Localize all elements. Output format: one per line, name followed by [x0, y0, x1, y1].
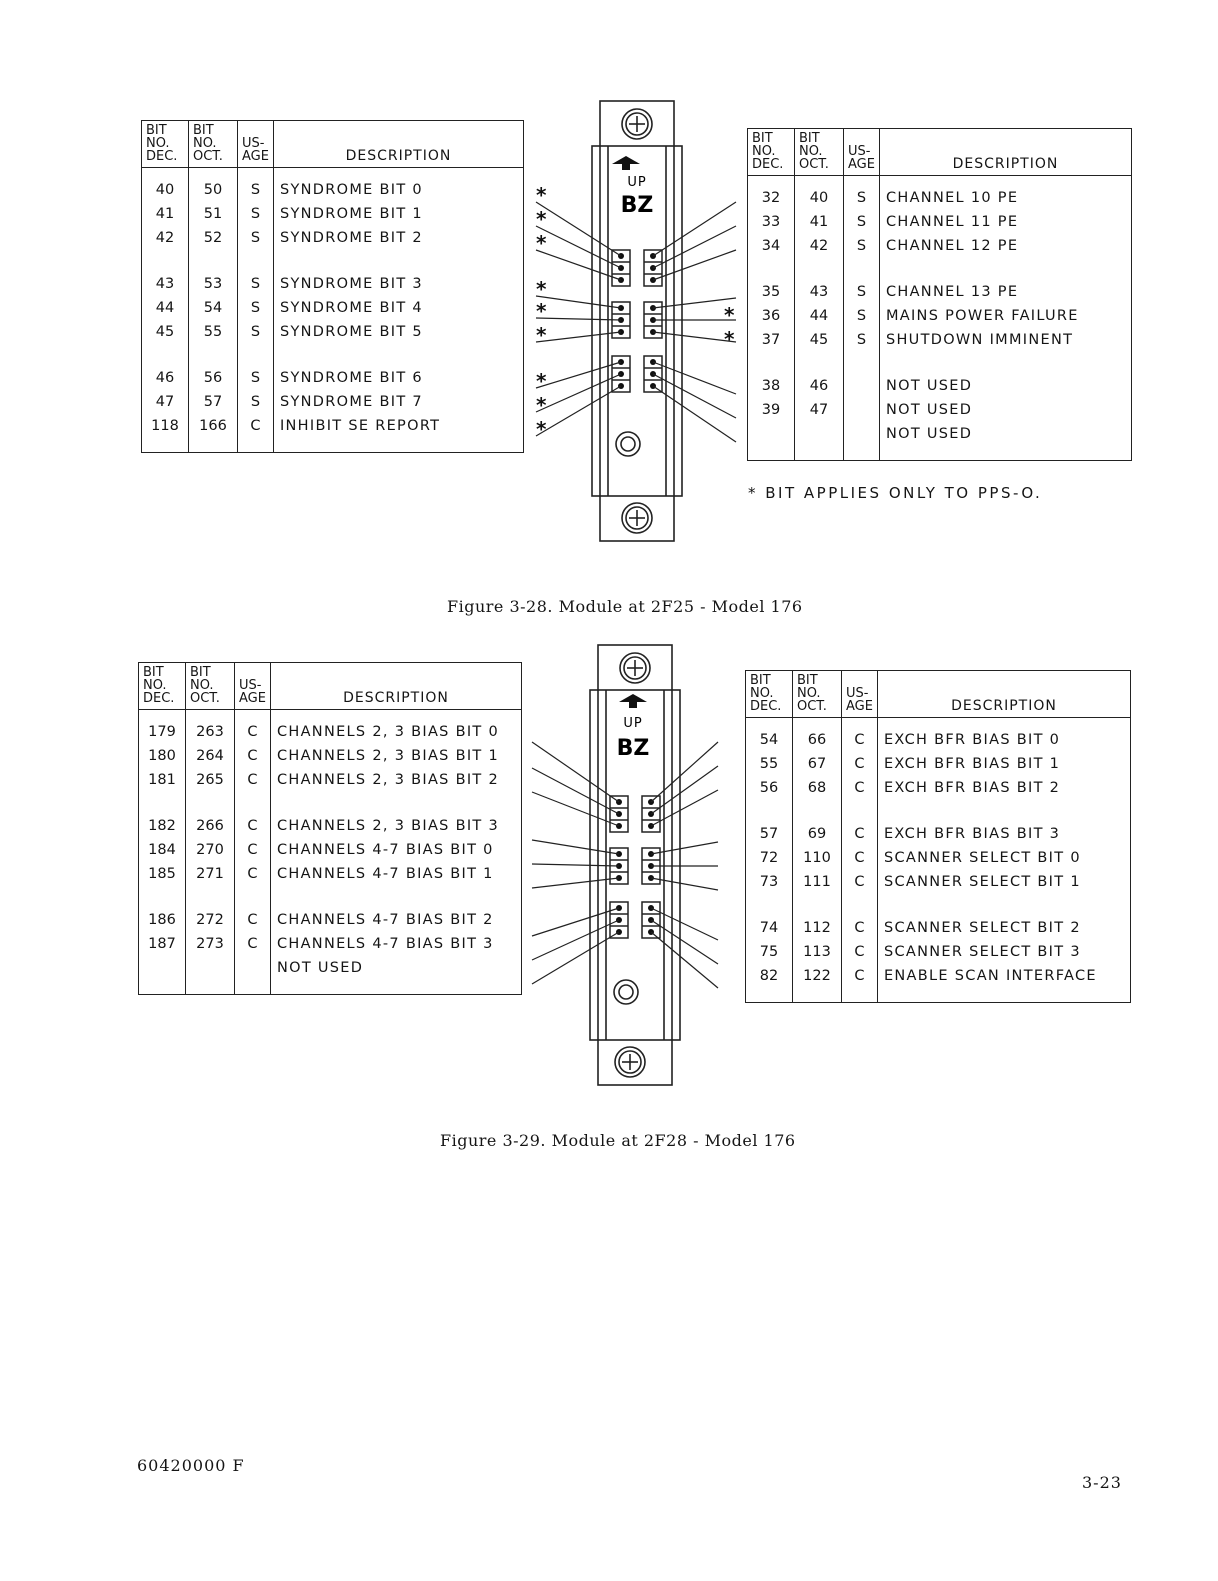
header-description: DESCRIPTION — [270, 663, 521, 710]
fig28-left-table — [141, 120, 524, 453]
header-description: DESCRIPTION — [879, 129, 1131, 176]
table-row: 45 55 S SYNDROME BIT 5 — [142, 320, 524, 344]
table-row: 185 271 C CHANNELS 4-7 BIAS BIT 1 — [139, 862, 522, 886]
table-row: 43 53 S SYNDROME BIT 3 — [142, 250, 524, 296]
module-up-label: UP — [627, 175, 647, 190]
asterisk-marker: * — [536, 299, 547, 323]
table-row: 72 110 C SCANNER SELECT BIT 0 — [746, 846, 1131, 870]
fig28-module-connector — [524, 98, 748, 546]
asterisk-marker: * — [536, 323, 547, 347]
table-row: 74 112 C SCANNER SELECT BIT 2 — [746, 894, 1131, 940]
header-usage: US- AGE — [842, 671, 878, 718]
fig28-right-table — [747, 128, 1132, 461]
header-bit-oct: BIT NO. OCT. — [186, 663, 235, 710]
fig29-left-table — [138, 662, 522, 995]
table-row: 186 272 C CHANNELS 4-7 BIAS BIT 2 — [139, 886, 522, 932]
header-bit-dec: BIT NO. DEC. — [139, 663, 186, 710]
table-row: 32 40 S CHANNEL 10 PE — [748, 176, 1132, 211]
fig28-caption: Figure 3-28. Module at 2F25 - Model 176 — [447, 597, 803, 616]
table-row: 44 54 S SYNDROME BIT 4 — [142, 296, 524, 320]
table-row: 55 67 C EXCH BFR BIAS BIT 1 — [746, 752, 1131, 776]
table-row: 54 66 C EXCH BFR BIAS BIT 0 — [746, 718, 1131, 753]
page-number: 3-23 — [1082, 1473, 1122, 1492]
header-usage: US- AGE — [238, 121, 274, 168]
header-bit-oct: BIT NO. OCT. — [189, 121, 238, 168]
asterisk-marker: * — [536, 231, 547, 255]
header-usage: US- AGE — [235, 663, 271, 710]
table-row: 56 68 C EXCH BFR BIAS BIT 2 — [746, 776, 1131, 800]
fig28-footnote: * BIT APPLIES ONLY TO PPS-O. — [748, 484, 1043, 502]
header-description: DESCRIPTION — [877, 671, 1130, 718]
table-row: 36 44 S MAINS POWER FAILURE — [748, 304, 1132, 328]
table-row: 187 273 C CHANNELS 4-7 BIAS BIT 3 — [139, 932, 522, 956]
header-bit-dec: BIT NO. DEC. — [748, 129, 795, 176]
asterisk-marker: * — [724, 303, 735, 327]
module-up-label: UP — [623, 716, 643, 731]
table-row: 33 41 S CHANNEL 11 PE — [748, 210, 1132, 234]
table-row: 182 266 C CHANNELS 2, 3 BIAS BIT 3 — [139, 792, 522, 838]
header-bit-oct: BIT NO. OCT. — [795, 129, 844, 176]
fig29-module-connector — [522, 642, 746, 1090]
table-row: NOT USED — [139, 956, 522, 980]
table-row: 75 113 C SCANNER SELECT BIT 3 — [746, 940, 1131, 964]
table-row: NOT USED — [748, 422, 1132, 446]
table-row: 38 46 NOT USED — [748, 352, 1132, 398]
table-row: 179 263 C CHANNELS 2, 3 BIAS BIT 0 — [139, 710, 522, 745]
table-row: 180 264 C CHANNELS 2, 3 BIAS BIT 1 — [139, 744, 522, 768]
fig29-caption: Figure 3-29. Module at 2F28 - Model 176 — [440, 1131, 796, 1150]
table-row: 40 50 S SYNDROME BIT 0 — [142, 168, 524, 203]
asterisk-marker: * — [536, 207, 547, 231]
asterisk-marker: * — [536, 393, 547, 417]
asterisk-marker: * — [536, 277, 547, 301]
table-row: 46 56 S SYNDROME BIT 6 — [142, 344, 524, 390]
table-row: 73 111 C SCANNER SELECT BIT 1 — [746, 870, 1131, 894]
asterisk-marker: * — [536, 417, 547, 441]
table-row: 47 57 S SYNDROME BIT 7 — [142, 390, 524, 414]
header-usage: US- AGE — [844, 129, 880, 176]
asterisk-marker: * — [724, 327, 735, 351]
table-row: 41 51 S SYNDROME BIT 1 — [142, 202, 524, 226]
table-row: 118 166 C INHIBIT SE REPORT — [142, 414, 524, 438]
table-row: 57 69 C EXCH BFR BIAS BIT 3 — [746, 800, 1131, 846]
module-bz-label: BZ — [616, 736, 650, 761]
document-number: 60420000 F — [137, 1456, 245, 1475]
table-row: 35 43 S CHANNEL 13 PE — [748, 258, 1132, 304]
table-row: 42 52 S SYNDROME BIT 2 — [142, 226, 524, 250]
header-bit-dec: BIT NO. DEC. — [142, 121, 189, 168]
table-row: 37 45 S SHUTDOWN IMMINENT — [748, 328, 1132, 352]
table-row: 82 122 C ENABLE SCAN INTERFACE — [746, 964, 1131, 988]
asterisk-marker: * — [536, 183, 547, 207]
table-row: 181 265 C CHANNELS 2, 3 BIAS BIT 2 — [139, 768, 522, 792]
header-bit-oct: BIT NO. OCT. — [793, 671, 842, 718]
asterisk-marker: * — [536, 369, 547, 393]
table-row: 39 47 NOT USED — [748, 398, 1132, 422]
table-row: 184 270 C CHANNELS 4-7 BIAS BIT 0 — [139, 838, 522, 862]
header-description: DESCRIPTION — [273, 121, 523, 168]
header-bit-dec: BIT NO. DEC. — [746, 671, 793, 718]
fig29-right-table — [745, 670, 1131, 1003]
table-row: 34 42 S CHANNEL 12 PE — [748, 234, 1132, 258]
module-bz-label: BZ — [620, 193, 654, 218]
